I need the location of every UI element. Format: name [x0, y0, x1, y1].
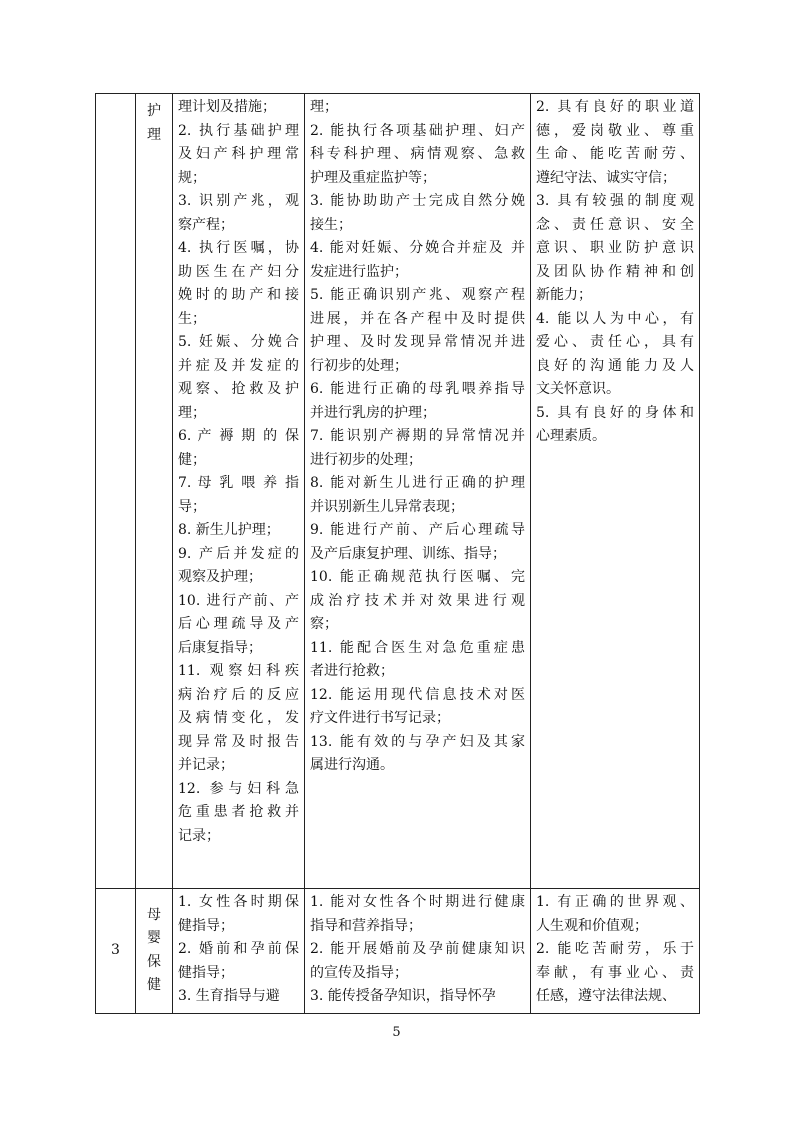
- cell-text-line: 遵纪守法、诚实守信；: [536, 169, 676, 186]
- cell-text-line: 并进行乳房的护理；: [310, 404, 436, 421]
- cell-text-line: 后康复指导；: [178, 639, 262, 656]
- course-name-char: 母: [147, 906, 161, 923]
- course-name-char: 婴: [147, 930, 161, 947]
- cell-text-line: 病治疗后的反应: [178, 686, 299, 703]
- professional-abilities-text: [310, 891, 525, 1009]
- row-number: 3: [111, 942, 120, 958]
- cell-text-line: 2. 能吃苦耐劳，乐于: [536, 941, 694, 957]
- cell-text-line: 2. 婚前和孕前保: [178, 941, 299, 957]
- professional-abilities-cell: [305, 889, 531, 1014]
- cell-text-line: 及产后康复护理、训练、指导；: [310, 545, 506, 562]
- cell-text-line: 心理素质。: [536, 428, 606, 444]
- professional-abilities-text: [310, 96, 525, 778]
- cell-text-line: 2. 执行基础护理: [178, 122, 299, 139]
- professional-qualities-text: [536, 891, 694, 1009]
- cell-text-line: 成治疗技术并对效果进行观: [310, 592, 525, 609]
- cell-text-line: 生；: [178, 310, 206, 327]
- cell-text-line: 4. 能对妊娠、分娩合并症及 并: [310, 240, 525, 256]
- course-name-vertical: [136, 100, 172, 147]
- table-row-maternal-child-health: [96, 889, 700, 1014]
- cell-text-line: 1. 女性各时期保: [178, 894, 299, 910]
- cell-text-line: 及团队协作精神和创: [536, 263, 694, 280]
- row-number-cell: [96, 889, 136, 1014]
- professional-qualities-text: [536, 96, 694, 449]
- cell-text-line: 任感，遵守法律法规、: [536, 988, 676, 1004]
- cell-text-line: 3. 能协助助产士完成自然分娩: [310, 193, 525, 209]
- cell-text-line: 10. 进行产前、产: [178, 592, 299, 609]
- professional-abilities-cell: [305, 94, 531, 889]
- cell-text-line: 健；: [178, 451, 206, 468]
- cell-text-line: 德，爱岗敬业、尊重: [536, 122, 694, 139]
- work-tasks-cell: [173, 94, 305, 889]
- cell-text-line: 意识、职业防护意识: [536, 240, 694, 256]
- cell-text-line: 及病情变化，发: [178, 710, 299, 726]
- cell-text-line: 1. 有正确的世界观、: [536, 894, 694, 910]
- cell-text-line: 后心理疏导及产: [178, 616, 299, 632]
- cell-text-line: 生命、能吃苦耐劳、: [536, 146, 694, 162]
- cell-text-line: 文关怀意识。: [536, 381, 620, 397]
- cell-text-line: 8. 能对新生儿进行正确的护理: [310, 475, 525, 491]
- cell-text-line: 9. 产后并发症的: [178, 545, 299, 562]
- cell-text-line: 及妇产科护理常: [178, 146, 299, 162]
- cell-text-line: 并识别新生儿异常表现；: [310, 498, 464, 515]
- cell-text-line: 5. 具有良好的身体和: [536, 404, 694, 421]
- cell-text-line: 11. 观察妇科疾: [178, 663, 299, 679]
- cell-text-line: 察产程；: [178, 216, 234, 233]
- row-number-cell: [96, 94, 136, 889]
- cell-text-line: 的宣传及指导；: [310, 964, 408, 981]
- cell-text-line: 导；: [178, 498, 206, 515]
- table-row-nursing: [96, 94, 700, 889]
- table-body: [96, 94, 700, 1014]
- cell-text-line: 危重患者抢救并: [178, 804, 299, 820]
- professional-qualities-cell: [531, 889, 700, 1014]
- cell-text-line: 属进行沟通。: [310, 757, 394, 773]
- cell-text-line: 护理及重症监护等；: [310, 169, 436, 186]
- cell-text-line: 接生；: [310, 216, 352, 233]
- cell-text-line: 12. 能运用现代信息技术对医: [310, 686, 525, 703]
- page-number: 5: [392, 1025, 401, 1040]
- cell-text-line: 爱心、责任心，具有: [536, 334, 694, 350]
- course-name-cell: [136, 94, 173, 889]
- cell-text-line: 行初步的处理；: [310, 357, 408, 374]
- cell-text-line: 6. 能进行正确的母乳喂养指导: [310, 381, 525, 397]
- cell-text-line: 规；: [178, 169, 206, 186]
- cell-text-line: 良好的沟通能力及人: [536, 357, 694, 374]
- cell-text-line: 13. 能有效的与孕产妇及其家: [310, 733, 525, 750]
- cell-text-line: 疗文件进行书写记录；: [310, 710, 450, 726]
- cell-text-line: 奉献，有事业心、责: [536, 964, 694, 981]
- cell-text-line: 健指导；: [178, 964, 234, 981]
- cell-text-line: 理；: [310, 99, 338, 115]
- cell-text-line: 念、责任意识、安全: [536, 216, 694, 233]
- cell-text-line: 健指导；: [178, 917, 234, 934]
- cell-text-line: 新能力；: [536, 287, 592, 303]
- cell-text-line: 8. 新生儿护理；: [178, 522, 280, 538]
- cell-text-line: 察；: [310, 616, 338, 632]
- cell-text-line: 进行初步的处理；: [310, 451, 422, 468]
- cell-text-line: 进展，并在各产程中及时提供: [310, 310, 525, 327]
- work-tasks-text: [178, 891, 299, 1009]
- cell-text-line: 4. 能以人为中心，有: [536, 310, 694, 327]
- cell-text-line: 5. 能正确识别产兆、观察产程: [310, 287, 525, 303]
- cell-text-line: 指导和营养指导；: [310, 917, 422, 934]
- cell-text-line: 1. 能对女性各个时期进行健康: [310, 894, 525, 910]
- cell-text-line: 助医生在产妇分: [178, 263, 299, 280]
- course-name-vertical: [136, 904, 172, 998]
- cell-text-line: 4. 执行医嘱，协: [178, 240, 299, 256]
- cell-text-line: 5. 妊娠、分娩合: [178, 334, 299, 350]
- cell-text-line: 并记录；: [178, 757, 234, 773]
- cell-text-line: 2. 能开展婚前及孕前健康知识: [310, 941, 525, 957]
- cell-text-line: 护理、及时发现异常情况并进: [310, 334, 525, 350]
- cell-text-line: 9. 能进行产前、产后心理疏导: [310, 522, 525, 538]
- course-name-char: 理: [147, 126, 161, 143]
- cell-text-line: 3. 能传授备孕知识，指导怀孕: [310, 988, 496, 1004]
- cell-text-line: 11. 能配合医生对急危重症患: [310, 639, 525, 656]
- cell-text-line: 观察及护理；: [178, 569, 262, 585]
- work-tasks-text: [178, 96, 299, 848]
- cell-text-line: 3. 具有较强的制度观: [536, 193, 694, 209]
- cell-text-line: 3. 生育指导与避: [178, 988, 280, 1004]
- cell-text-line: 记录；: [178, 827, 220, 844]
- cell-text-line: 现异常及时报告: [178, 733, 299, 750]
- cell-text-line: 者进行抢救；: [310, 663, 394, 679]
- cell-text-line: 观察、抢救及护: [178, 381, 299, 397]
- cell-text-line: 理；: [178, 404, 206, 421]
- cell-text-line: 7. 母 乳 喂 养 指: [178, 475, 299, 491]
- cell-text-line: 7. 能识别产褥期的异常情况并: [310, 428, 525, 444]
- cell-text-line: 科专科护理、病情观察、急救: [310, 146, 525, 162]
- cell-text-line: 2. 具有良好的职业道: [536, 99, 694, 115]
- cell-text-line: 10. 能正确规范执行医嘱、完: [310, 569, 525, 585]
- cell-text-line: 2. 能执行各项基础护理、妇产: [310, 122, 525, 139]
- course-name-char: 保: [147, 953, 161, 970]
- cell-text-line: 12. 参与妇科急: [178, 780, 299, 797]
- cell-text-line: 娩时的助产和接: [178, 287, 299, 303]
- cell-text-line: 人生观和价值观；: [536, 917, 648, 934]
- professional-qualities-cell: [531, 94, 700, 889]
- cell-text-line: 3. 识别产兆，观: [178, 193, 299, 209]
- curriculum-table: [95, 93, 700, 1014]
- cell-text-line: 发症进行监护；: [310, 263, 408, 280]
- cell-text-line: 并症及并发症的: [178, 357, 299, 374]
- course-name-char: 护: [147, 103, 161, 119]
- cell-text-line: 6. 产 褥 期 的 保: [178, 428, 299, 444]
- work-tasks-cell: [173, 889, 305, 1014]
- course-name-cell: [136, 889, 173, 1014]
- course-name-char: 健: [147, 977, 161, 994]
- cell-text-line: 理计划及措施；: [178, 99, 276, 115]
